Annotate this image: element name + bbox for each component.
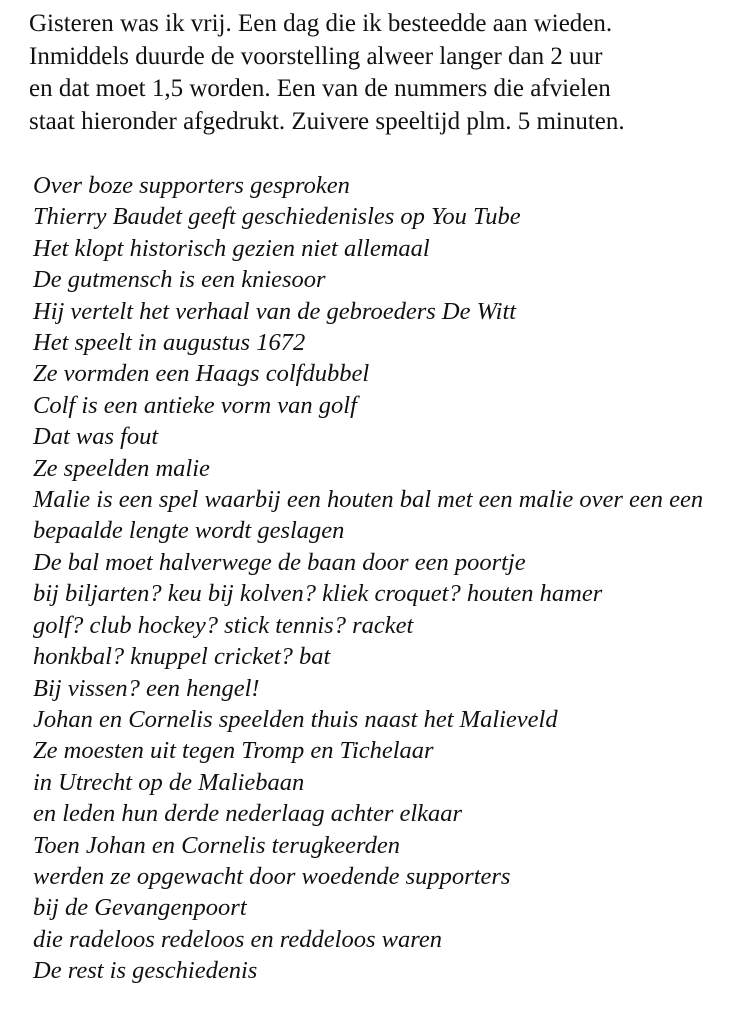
intro-line: Gisteren was ik vrij. Een dag die ik besteedde aan wieden. [29, 10, 613, 37]
intro-line: en dat moet 1,5 worden. Een van de nummers die afvielen [29, 75, 611, 102]
poem-line: Johan en Cornelis speelden thuis naast het Malieveld [33, 705, 558, 733]
poem-line: en leden hun derde nederlaag achter elkaar [33, 800, 463, 828]
poem-line: honkbal? knuppel cricket? bat [33, 643, 331, 671]
intro-paragraph [29, 8, 723, 138]
poem-line: Het klopt historisch gezien niet allemaal [33, 234, 430, 262]
poem-line: golf? club hockey? stick tennis? racket [33, 611, 414, 639]
poem-line: bepaalde lengte wordt geslagen [33, 517, 345, 545]
poem-line: werden ze opgewacht door woedende supporters [33, 862, 511, 890]
poem-line: Toen Johan en Cornelis terugkeerden [33, 831, 400, 859]
poem-line: Ze moesten uit tegen Tromp en Tichelaar [33, 737, 434, 765]
poem-line: Over boze supporters gesproken [33, 172, 350, 199]
intro-line: Inmiddels duurde de voorstelling alweer langer dan 2 uur [29, 42, 603, 70]
poem-line: De rest is geschiedenis [33, 957, 258, 985]
poem-line: De gutmensch is een kniesoor [33, 266, 326, 294]
poem-line: die radeloos redeloos en reddeloos waren [33, 925, 442, 953]
poem-line: Thierry Baudet geeft geschiedenisles op You Tube [33, 203, 521, 231]
poem-line: bij de Gevangenpoort [33, 894, 247, 922]
poem-line: De bal moet halverwege de baan door een poortje [33, 548, 526, 576]
poem-line: Ze speelden malie [33, 454, 210, 482]
poem-line: Hij vertelt het verhaal van de gebroeders De Witt [33, 297, 517, 325]
poem-line: in Utrecht op de Maliebaan [33, 768, 305, 796]
poem-line: Ze vormden een Haags colfdubbel [33, 360, 370, 388]
poem [33, 170, 723, 987]
poem-line: Malie is een spel waarbij een houten bal met een malie over een een [33, 486, 704, 514]
poem-line: Colf is een antieke vorm van golf [33, 391, 357, 419]
poem-line: bij biljarten? keu bij kolven? kliek croquet? houten hamer [33, 580, 603, 608]
intro-line: staat hieronder afgedrukt. Zuivere speeltijd plm. 5 minuten. [29, 107, 625, 135]
poem-line: Bij vissen? een hengel! [33, 674, 260, 702]
poem-line: Dat was fout [33, 423, 159, 451]
poem-line: Het speelt in augustus 1672 [33, 329, 306, 357]
